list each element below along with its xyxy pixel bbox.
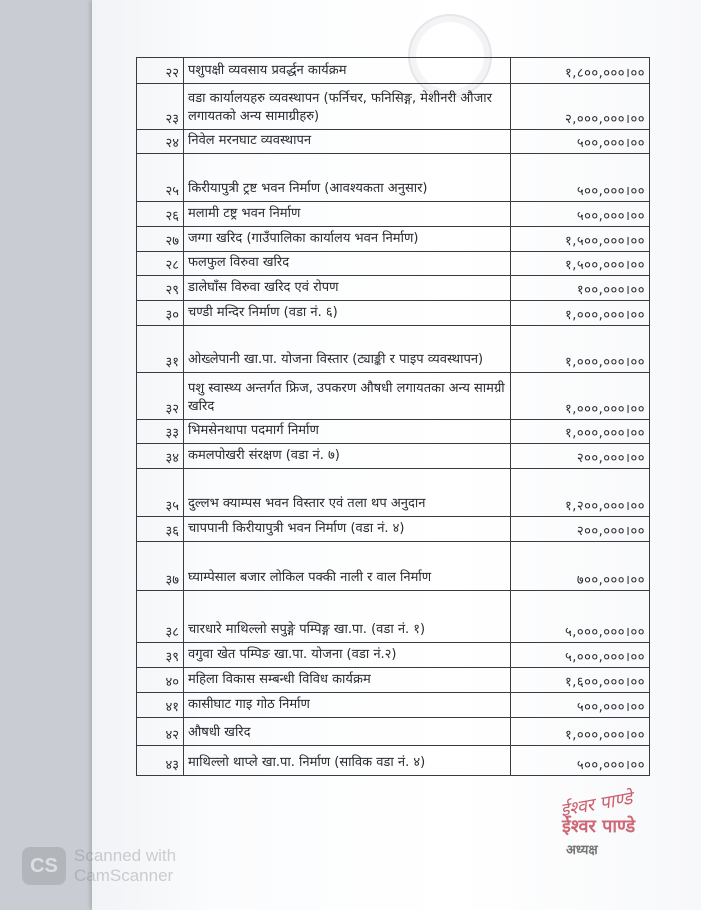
- row-description: माथिल्लो थाप्ले खा.पा. निर्माण (साविक वडा नं. ४): [184, 746, 511, 776]
- row-number: २४: [137, 130, 184, 154]
- row-description: महिला विकास सम्बन्धी विविध कार्यक्रम: [184, 668, 511, 693]
- row-description: मलामी टष्ट्र भवन निर्माण: [184, 202, 511, 227]
- row-number: ३६: [137, 517, 184, 542]
- row-description: जग्गा खरिद (गाउँपालिका कार्यालय भवन निर्माण): [184, 227, 511, 252]
- row-number: ३१: [137, 326, 184, 373]
- budget-table: [136, 57, 650, 776]
- row-number: ४०: [137, 668, 184, 693]
- table-row: [137, 252, 650, 276]
- row-description: ओख्लेपानी खा.पा. योजना विस्तार (ट्याङ्की र पाइप व्यवस्थापन): [184, 326, 511, 373]
- table-row: [137, 668, 650, 693]
- table-row: [137, 301, 650, 326]
- row-amount: ५००,०००।००: [511, 202, 650, 227]
- row-description: चण्डी मन्दिर निर्माण (वडा नं. ६): [184, 301, 511, 326]
- stamp-title: अध्यक्ष: [566, 843, 598, 858]
- row-number: ३९: [137, 643, 184, 668]
- row-amount: १,०००,०००।००: [511, 420, 650, 444]
- row-amount: ५,०००,०००।००: [511, 591, 650, 643]
- row-number: ३०: [137, 301, 184, 326]
- stamp-name: ईश्वर पाण्डे: [562, 816, 636, 837]
- table-row: [137, 693, 650, 718]
- row-amount: १,२००,०००।००: [511, 469, 650, 517]
- row-amount: १,०००,०००।००: [511, 718, 650, 746]
- row-description: वडा कार्यालयहरु व्यवस्थापन (फर्निचर, फनिसिङ्ग, मेशीनरी औजार लगायतको अन्य सामाग्रीहरु): [184, 84, 511, 130]
- row-number: २२: [137, 58, 184, 84]
- row-amount: १,८००,०००।००: [511, 58, 650, 84]
- table-row: [137, 444, 650, 469]
- row-amount: १,०००,०००।००: [511, 373, 650, 420]
- table-row: [137, 373, 650, 420]
- row-description: भिमसेनथापा पदमार्ग निर्माण: [184, 420, 511, 444]
- row-number: ४१: [137, 693, 184, 718]
- row-number: २५: [137, 154, 184, 202]
- row-description: चारधारे माथिल्लो सपुङ्गे पम्पिङ्ग खा.पा. (वडा नं. १): [184, 591, 511, 643]
- table-row: [137, 469, 650, 517]
- row-amount: ५००,०००।००: [511, 746, 650, 776]
- table-row: [137, 591, 650, 643]
- table-row: [137, 420, 650, 444]
- row-number: ३२: [137, 373, 184, 420]
- camscanner-watermark: [22, 846, 176, 886]
- table-row: [137, 718, 650, 746]
- row-amount: १,०००,०००।००: [511, 301, 650, 326]
- table-row: [137, 130, 650, 154]
- row-amount: ७००,०००।००: [511, 542, 650, 591]
- row-number: २९: [137, 276, 184, 301]
- row-number: २७: [137, 227, 184, 252]
- row-amount: १,०००,०००।००: [511, 326, 650, 373]
- row-number: २३: [137, 84, 184, 130]
- row-amount: २००,०००।००: [511, 444, 650, 469]
- row-amount: २,०००,०००।००: [511, 84, 650, 130]
- row-amount: ५००,०००।००: [511, 130, 650, 154]
- row-description: पशुपक्षी व्यवसाय प्रवर्द्धन कार्यक्रम: [184, 58, 511, 84]
- row-number: २६: [137, 202, 184, 227]
- row-description: किरीयापुत्री ट्रष्ट भवन निर्माण (आवश्यकता अनुसार): [184, 154, 511, 202]
- row-amount: १,५००,०००।००: [511, 252, 650, 276]
- row-description: डालेघाँस विरुवा खरिद एवं रोपण: [184, 276, 511, 301]
- signature: ईश्वर पाण्डे: [558, 787, 635, 822]
- row-number: ३८: [137, 591, 184, 643]
- row-amount: १,६००,०००।००: [511, 668, 650, 693]
- table-row: [137, 643, 650, 668]
- row-amount: २००,०००।००: [511, 517, 650, 542]
- table-row: [137, 58, 650, 84]
- signature-stamp: [552, 787, 672, 862]
- row-description: कमलपोखरी संरक्षण (वडा नं. ७): [184, 444, 511, 469]
- row-number: ४२: [137, 718, 184, 746]
- camscanner-logo-icon: CS: [22, 847, 66, 885]
- row-description: औषधी खरिद: [184, 718, 511, 746]
- row-number: ४३: [137, 746, 184, 776]
- row-description: कासीघाट गाइ गोठ निर्माण: [184, 693, 511, 718]
- row-number: ३७: [137, 542, 184, 591]
- row-amount: ५००,०००।००: [511, 154, 650, 202]
- row-description: फलफुल विरुवा खरिद: [184, 252, 511, 276]
- row-amount: १,५००,०००।००: [511, 227, 650, 252]
- row-number: ३५: [137, 469, 184, 517]
- table-row: [137, 746, 650, 776]
- row-number: ३३: [137, 420, 184, 444]
- table-row: [137, 202, 650, 227]
- table-row: [137, 276, 650, 301]
- row-description: निवेल मरनघाट व्यवस्थापन: [184, 130, 511, 154]
- table-row: [137, 227, 650, 252]
- row-description: दुल्लभ क्याम्पस भवन विस्तार एवं तला थप अनुदान: [184, 469, 511, 517]
- row-description: घ्याम्पेसाल बजार लोकिल पक्की नाली र वाल निर्माण: [184, 542, 511, 591]
- table-row: [137, 542, 650, 591]
- row-description: पशु स्वास्थ्य अन्तर्गत फ्रिज, उपकरण औषधी लगायतका अन्य सामग्री खरिद: [184, 373, 511, 420]
- row-number: ३४: [137, 444, 184, 469]
- table-row: [137, 326, 650, 373]
- row-description: चापपानी किरीयापुत्री भवन निर्माण (वडा नं. ४): [184, 517, 511, 542]
- row-number: २८: [137, 252, 184, 276]
- watermark-text: Scanned with CamScanner: [74, 846, 177, 885]
- row-amount: ५,०००,०००।००: [511, 643, 650, 668]
- table-row: [137, 517, 650, 542]
- row-description: वगुवा खेत पम्पिङ खा.पा. योजना (वडा नं.२): [184, 643, 511, 668]
- table-row: [137, 154, 650, 202]
- table-row: [137, 84, 650, 130]
- row-amount: ५००,०००।००: [511, 693, 650, 718]
- row-amount: १००,०००।००: [511, 276, 650, 301]
